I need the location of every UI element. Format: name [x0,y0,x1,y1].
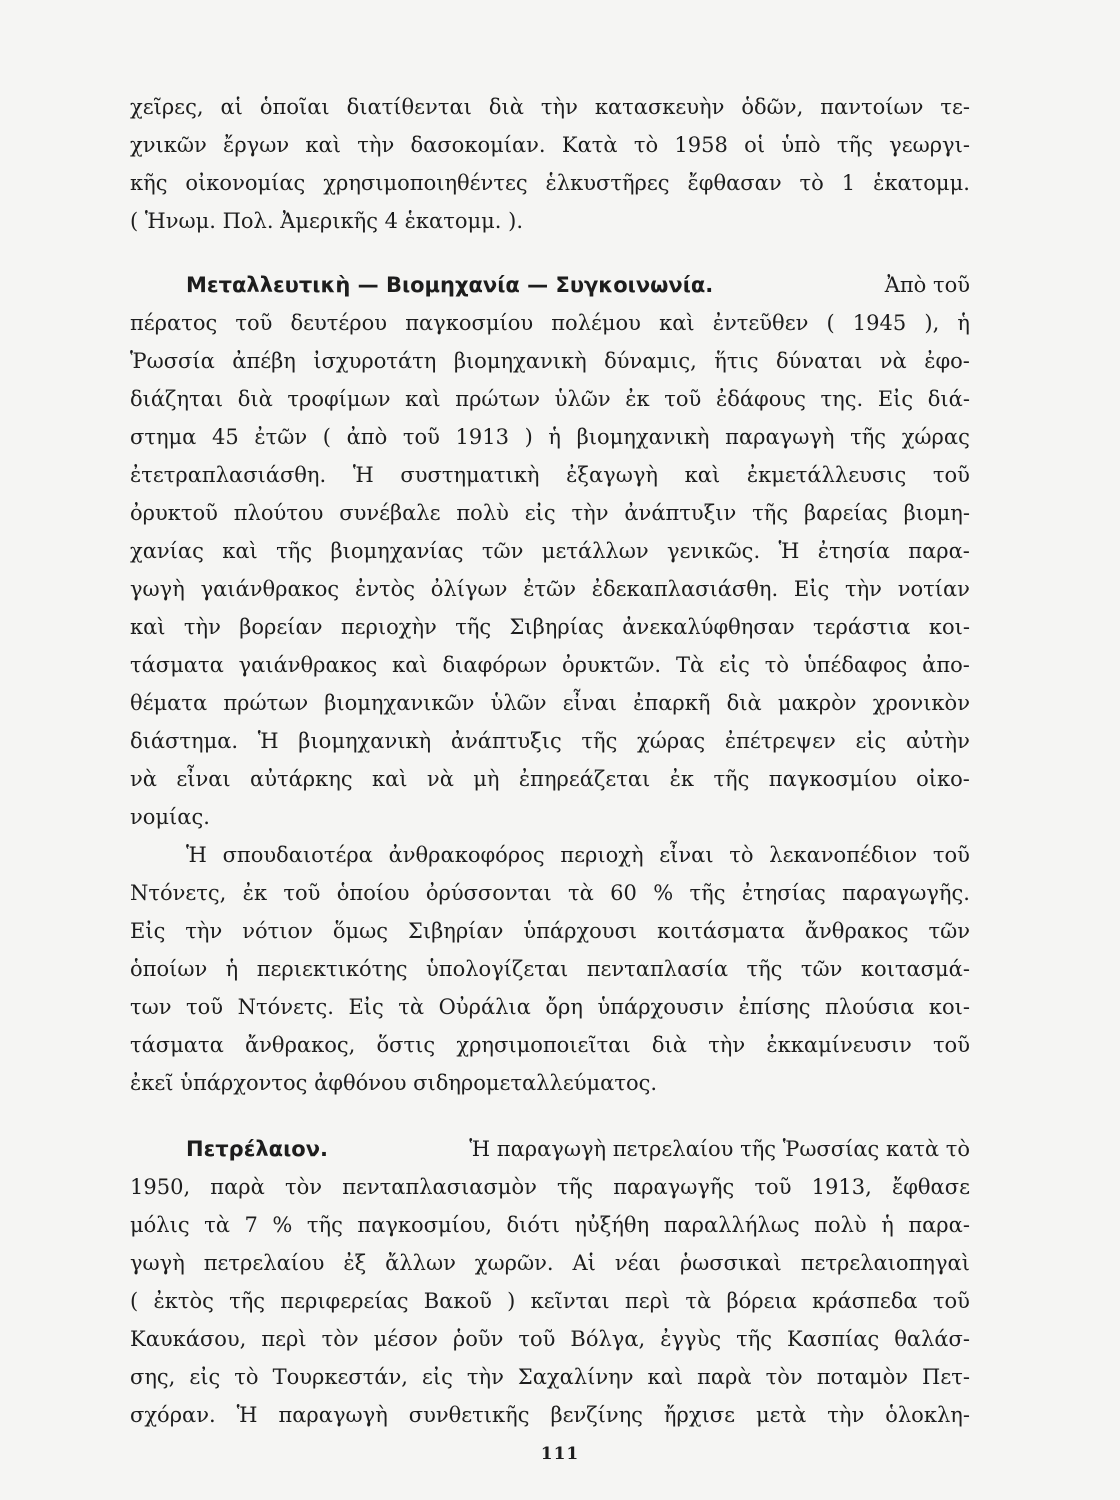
text-line: ἐτετραπλασιάσθη. Ἡ συστηματικὴ ἐξαγωγὴ καὶ ἐκμετάλλευσις τοῦ [130,463,970,487]
text-line: μόλις τὰ 7 % τῆς παγκοσμίου, διότι ηὐξήθη παραλλήλως πολὺ ἡ παρα- [130,1213,970,1237]
text-fragment: Ἡ παραγωγὴ πετρελαίου τῆς Ῥωσσίας κατὰ τὸ [469,1137,970,1161]
text-line: Ῥωσσία ἀπέβη ἰσχυροτάτη βιομηχανικὴ δύναμις, ἥτις δύναται νὰ ἐφο- [130,349,970,373]
text-line: πέρατος τοῦ δευτέρου παγκοσμίου πολέμου καὶ ἐντεῦθεν ( 1945 ), ἡ [130,311,970,335]
text-line: γωγὴ γαιάνθρακος ἐντὸς ὀλίγων ἐτῶν ἐδεκαπλασιάσθη. Εἰς τὴν νοτίαν [130,577,970,601]
text-line: ( ἐκτὸς τῆς περιφερείας Βακοῦ ) κεῖνται περὶ τὰ βόρεια κράσπεδα τοῦ [130,1289,970,1313]
text-line: γωγὴ πετρελαίου ἐξ ἄλλων χωρῶν. Αἱ νέαι ῥωσσικαὶ πετρελαιοπηγαὶ [130,1251,970,1275]
text-fragment: Ἀπὸ τοῦ [884,273,970,297]
text-line: νομίας. [130,805,210,829]
text-line: ὀρυκτοῦ πλούτου συνέβαλε πολὺ εἰς τὴν ἀνάπτυξιν τῆς βαρείας βιομη- [130,501,970,525]
page-number: 111 [540,1444,580,1464]
section-heading-petroleum: Πετρέλαιον. [186,1137,328,1161]
text-line: Εἰς τὴν νότιον ὅμως Σιβηρίαν ὑπάρχουσι κοιτάσματα ἄνθρακος τῶν [130,919,970,943]
text-line: ἐκεῖ ὑπάρχοντος ἀφθόνου σιδηρομεταλλεύματος. [130,1071,658,1095]
text-line: διάζηται διὰ τροφίμων καὶ πρώτων ὑλῶν ἐκ τοῦ ἐδάφους της. Εἰς διά- [130,387,970,411]
text-line: στημα 45 ἐτῶν ( ἀπὸ τοῦ 1913 ) ἡ βιομηχανικὴ παραγωγὴ τῆς χώρας [130,425,970,449]
text-line: χνικῶν ἔργων καὶ τὴν δασοκομίαν. Κατὰ τὸ 1958 οἱ ὑπὸ τῆς γεωργι- [130,133,970,157]
text-line: χανίας καὶ τῆς βιομηχανίας τῶν μετάλλων γενικῶς. Ἡ ἐτησία παρα- [130,539,970,563]
text-line: σχόραν. Ἡ παραγωγὴ συνθετικῆς βενζίνης ἤρχισε μετὰ τὴν ὁλοκλη- [130,1403,970,1427]
text-line: κῆς οἰκονομίας χρησιμοποιηθέντες ἑλκυστῆρες ἔφθασαν τὸ 1 ἑκατομμ. [130,171,970,195]
text-line: ( Ἡνωμ. Πολ. Ἀμερικῆς 4 ἑκατομμ. ). [130,209,524,233]
text-line: των τοῦ Ντόνετς. Εἰς τὰ Οὐράλια ὄρη ὑπάρχουσιν ἐπίσης πλούσια κοι- [130,995,970,1019]
text-line: θέματα πρώτων βιομηχανικῶν ὑλῶν εἶναι ἐπαρκῆ διὰ μακρὸν χρονικὸν [130,691,970,715]
section-heading-line [186,1134,970,1164]
text-line: χεῖρες, αἱ ὁποῖαι διατίθενται διὰ τὴν κατασκευὴν ὁδῶν, παντοίων τε- [130,95,970,119]
section-heading-line [186,270,970,300]
text-line: Ἡ σπουδαιοτέρα ἀνθρακοφόρος περιοχὴ εἶναι τὸ λεκανοπέδιον τοῦ [186,843,970,867]
text-line: διάστημα. Ἡ βιομηχανικὴ ἀνάπτυξις τῆς χώρας ἐπέτρεψεν εἰς αὐτὴν [130,729,970,753]
text-line: τάσματα γαιάνθρακος καὶ διαφόρων ὀρυκτῶν. Τὰ εἰς τὸ ὑπέδαφος ἀπο- [130,653,970,677]
text-line: ὁποίων ἡ περιεκτικότης ὑπολογίζεται πενταπλασία τῆς τῶν κοιτασμά- [130,957,970,981]
section-heading-mining-industry: Μεταλλευτικὴ — Βιομηχανία — Συγκοινωνία. [186,273,714,297]
text-line: σης, εἰς τὸ Τουρκεστάν, εἰς τὴν Σαχαλίνην καὶ παρὰ τὸν ποταμὸν Πετ- [130,1365,970,1389]
text-line: τάσματα ἄνθρακος, ὅστις χρησιμοποιεῖται διὰ τὴν ἐκκαμίνευσιν τοῦ [130,1033,970,1057]
text-line: Ντόνετς, ἐκ τοῦ ὁποίου ὀρύσσονται τὰ 60 % τῆς ἐτησίας παραγωγῆς. [130,881,970,905]
text-line: 1950, παρὰ τὸν πενταπλασιασμὸν τῆς παραγωγῆς τοῦ 1913, ἔφθασε [130,1175,970,1199]
text-line: Καυκάσου, περὶ τὸν μέσον ῥοῦν τοῦ Βόλγα, ἐγγὺς τῆς Κασπίας θαλάσ- [130,1327,970,1351]
text-line: νὰ εἶναι αὐτάρκης καὶ νὰ μὴ ἐπηρεάζεται ἐκ τῆς παγκοσμίου οἰκο- [130,767,970,791]
text-line: καὶ τὴν βορείαν περιοχὴν τῆς Σιβηρίας ἀνεκαλύφθησαν τεράστια κοι- [130,615,970,639]
